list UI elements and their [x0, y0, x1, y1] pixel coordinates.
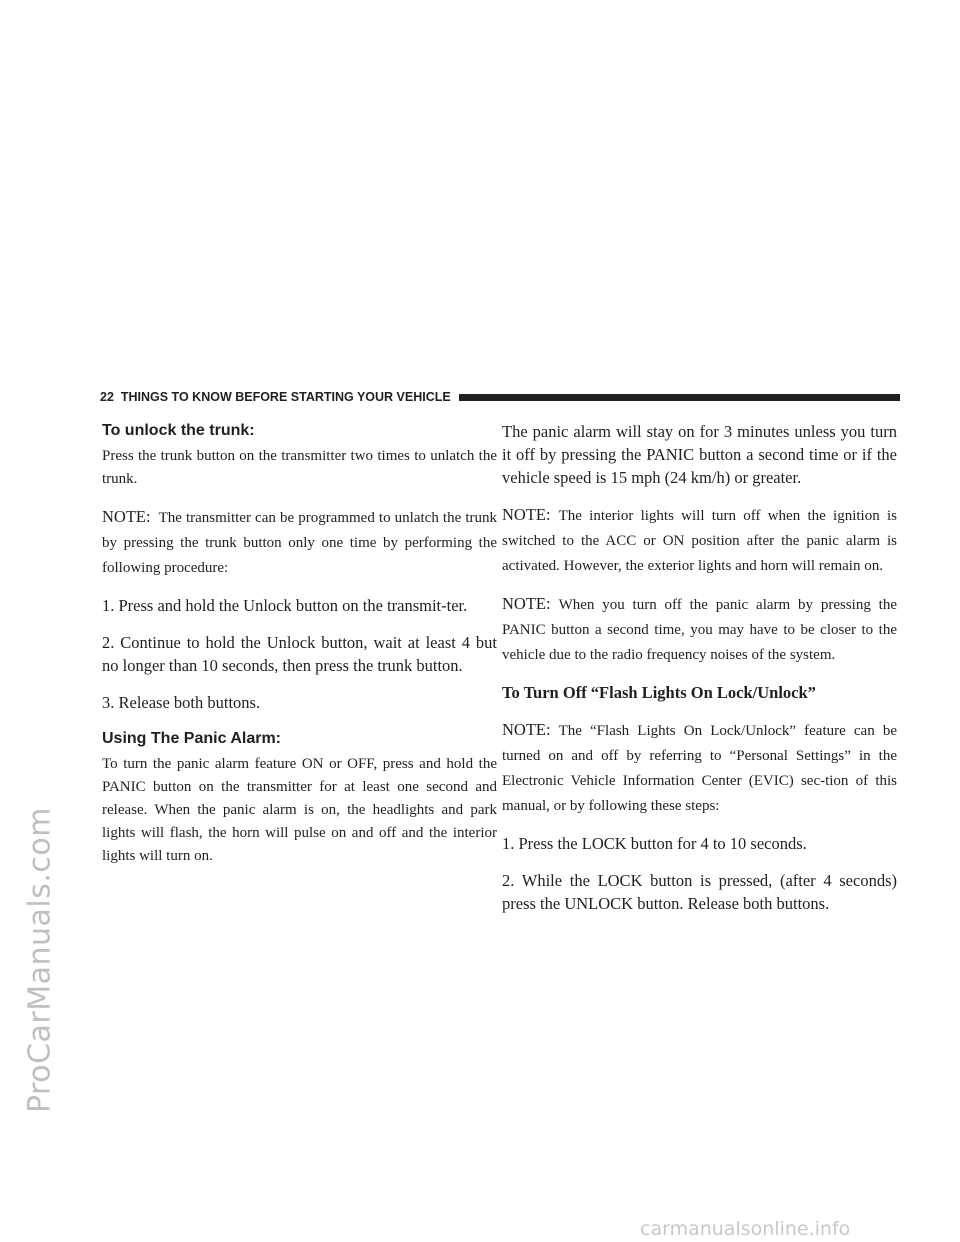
- header-label: [100, 390, 459, 404]
- flash-step-1: 1. Press the LOCK button for 4 to 10 seconds.: [502, 834, 807, 853]
- chapter-title: THINGS TO KNOW BEFORE STARTING YOUR VEHICLE: [120, 390, 451, 404]
- step-2: 2. Continue to hold the Unlock button, wait at least 4 but no longer than 10 seconds, then press the trunk button.: [102, 633, 497, 675]
- note-3: [502, 592, 897, 667]
- step-3: 3. Release both buttons.: [102, 693, 261, 712]
- flash-step-2: 2. While the LOCK button is pressed, (after 4 seconds) press the UNLOCK button. Release both buttons.: [502, 871, 897, 913]
- left-column: [102, 420, 497, 882]
- right-column: [502, 420, 897, 929]
- note-label: NOTE:: [102, 507, 151, 526]
- note-text: The “Flash Lights On Lock/Unlock” feature can be turned on and off by referring to “Personal Settings” in the Electronic Vehicle Information Center (EVIC) sec-tion of this manual, or by following these steps:: [502, 723, 897, 814]
- note-label: NOTE:: [502, 720, 551, 739]
- bottom-watermark: carmanualsonline.info: [640, 1218, 851, 1240]
- flash-lights-heading: To Turn Off “Flash Lights On Lock/Unlock”: [502, 683, 816, 702]
- note-text: The interior lights will turn off when the ignition is switched to the ACC or ON position after the panic alarm is activated. However, the exterior lights and horn will remain on.: [502, 508, 897, 574]
- panic-text: To turn the panic alarm feature ON or OFF, press and hold the PANIC button on the transmitter for at least one second and release. When the panic alarm is on, the headlights and park lights will flash, the horn will pulse on and off and the interior lights will turn on.: [102, 756, 497, 864]
- note-label: NOTE:: [502, 594, 551, 613]
- trunk-text: Press the trunk button on the transmitter two times to unlatch the trunk.: [102, 448, 497, 487]
- note-4: [502, 718, 897, 818]
- page-header: [100, 390, 900, 404]
- note-1: [102, 505, 497, 580]
- step-1: 1. Press and hold the Unlock button on the transmit-ter.: [102, 596, 468, 615]
- header-rule: [459, 394, 900, 401]
- note-label: NOTE:: [502, 505, 551, 524]
- note-text: The transmitter can be programmed to unlatch the trunk by pressing the trunk button only one time by performing the following procedure:: [102, 510, 497, 576]
- note-2: [502, 503, 897, 578]
- panic-stay-text: The panic alarm will stay on for 3 minutes unless you turn it off by pressing the PANIC button a second time or if the vehicle speed is 15 mph (24 km/h) or greater.: [502, 422, 897, 487]
- page-number: 22: [100, 390, 114, 404]
- panic-section-title: Using The Panic Alarm:: [102, 730, 281, 747]
- side-watermark: ProCarManuals.com: [22, 806, 58, 1114]
- trunk-section-title: To unlock the trunk:: [102, 422, 255, 439]
- note-text: When you turn off the panic alarm by pressing the PANIC button a second time, you may have to be closer to the vehicle due to the radio frequency noises of the system.: [502, 597, 897, 663]
